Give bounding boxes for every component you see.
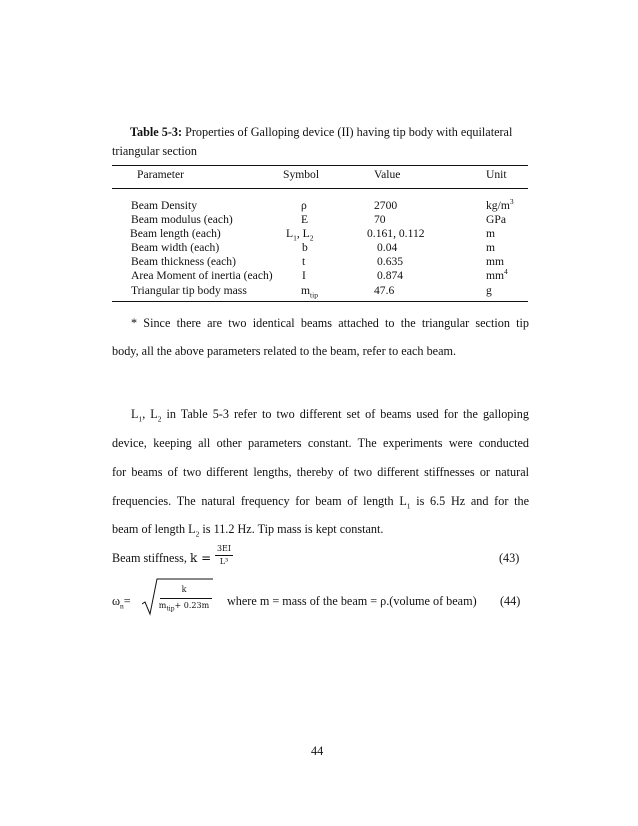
equation-44-lhs: $\omega_n=$ [112, 594, 131, 611]
paragraph-line4: frequencies. The natural frequency for beam of length $L_1$ is 6.5 Hz and for the [112, 494, 529, 511]
cell-symbol: b [302, 241, 308, 254]
note-line1: * Since there are two identical beams attached to the triangular section tip [131, 316, 529, 330]
cell-parameter: Triangular tip body mass [131, 284, 247, 297]
cell-parameter: Beam modulus (each) [131, 213, 233, 226]
equation-43-numerator: 3EI [216, 544, 232, 553]
cell-symbol: E [301, 213, 309, 226]
header-value: Value [374, 168, 401, 181]
cell-symbol: $L_1$, $L_2$ [286, 227, 314, 243]
header-unit: Unit [486, 168, 507, 181]
cell-symbol: I [302, 269, 306, 282]
cell-value: 47.6 [374, 284, 395, 297]
table-top-rule [112, 165, 528, 166]
note-line2: body, all the above parameters related to the beam, refer to each beam. [112, 344, 457, 358]
equation-43-denominator: L³ [219, 557, 229, 566]
table-header-rule [112, 188, 528, 189]
page-number: 44 [311, 744, 324, 758]
paragraph-line5: beam of length $L_2$ is 11.2 Hz. Tip mass is kept constant. [112, 522, 384, 539]
cell-parameter: Beam width (each) [131, 241, 220, 254]
table-bottom-rule [112, 301, 528, 302]
paragraph-line1: $L_1$, $L_2$ in Table 5-3 refer to two different set of beams used for the galloping [131, 407, 529, 424]
cell-value: 0.874 [377, 269, 404, 282]
paragraph-line2: device, keeping all other parameters constant. The experiments were conducted [112, 436, 529, 450]
equation-44-text: where m = mass of the beam = ρ.(volume of beam) [227, 594, 477, 608]
equation-44-denominator: $m_{tip}+ 0.23m$ [158, 601, 210, 613]
cell-parameter: Beam thickness (each) [131, 255, 236, 268]
table-caption-line1: Table 5-3: Properties of Galloping device (II) having tip body with equilateral [130, 125, 513, 139]
equation-43-label: Beam stiffness, k = [112, 551, 212, 565]
table-caption-label: Table 5-3: [130, 125, 183, 139]
cell-value: 70 [374, 213, 386, 226]
header-symbol: Symbol [283, 168, 320, 181]
equation-44-number: (44) [500, 594, 521, 608]
cell-value: 2700 [374, 199, 398, 212]
cell-unit: $mm^4$ [486, 267, 508, 282]
equation-44-numerator: k [181, 585, 187, 594]
cell-unit: $kg/m^3$ [486, 197, 514, 212]
cell-parameter: Area Moment of inertia (each) [131, 269, 273, 282]
cell-unit: m [486, 241, 496, 254]
cell-value: 0.161, 0.112 [367, 227, 425, 240]
cell-unit: m [486, 227, 496, 240]
equation-43-fraction-bar [215, 555, 233, 556]
cell-parameter: Beam Density [131, 199, 198, 212]
cell-unit: GPa [486, 213, 506, 226]
cell-parameter: Beam length (each) [130, 227, 221, 240]
cell-symbol: $m_{tip}$ [301, 284, 318, 300]
header-parameter: Parameter [137, 168, 184, 181]
equation-43-number: (43) [499, 551, 520, 565]
cell-unit: mm [486, 255, 505, 268]
cell-value: 0.635 [377, 255, 404, 268]
table-caption-line2: triangular section [112, 144, 197, 158]
equation-44-fraction-bar [160, 598, 212, 599]
cell-symbol: ρ [301, 199, 307, 212]
paragraph-line3: for beams of two different lengths, thereby of two different stiffnesses or natural [112, 465, 529, 479]
cell-unit: g [486, 284, 492, 297]
cell-value: 0.04 [377, 241, 398, 254]
cell-symbol: t [302, 255, 306, 268]
